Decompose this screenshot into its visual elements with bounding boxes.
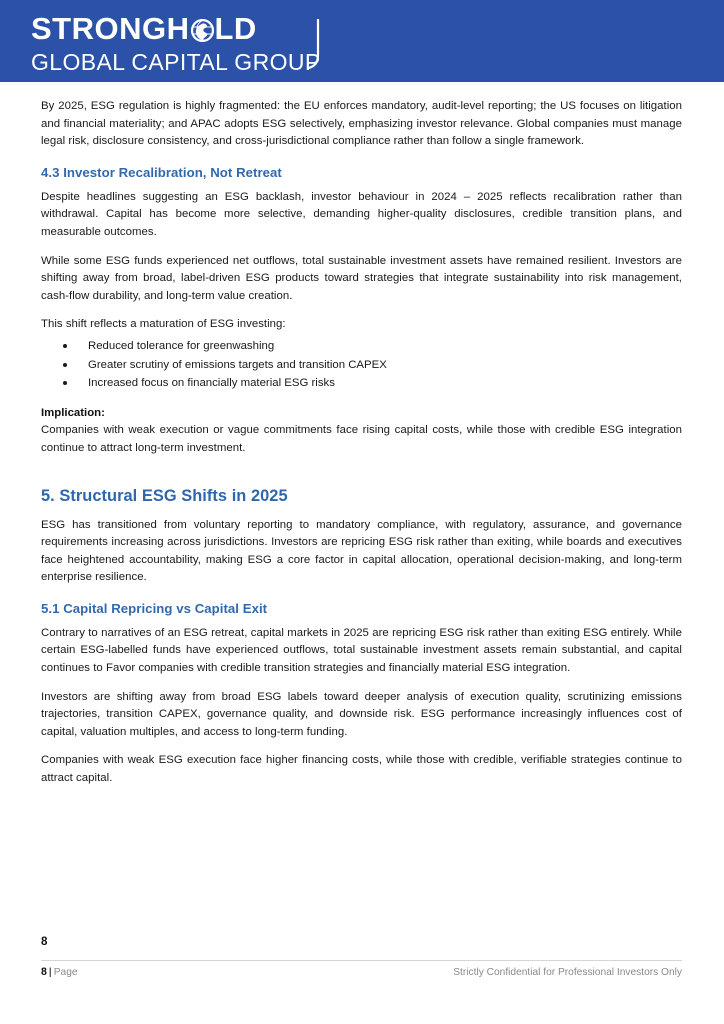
heading-section-5: 5. Structural ESG Shifts in 2025	[41, 486, 288, 505]
list-item-label: Greater scrutiny of emissions targets and transition CAPEX	[88, 358, 387, 371]
heading-4-3: 4.3 Investor Recalibration, Not Retreat	[41, 164, 282, 180]
page-footer	[41, 934, 682, 978]
content-column	[41, 98, 682, 799]
footer-row	[41, 966, 682, 978]
list-item	[41, 374, 682, 393]
logo-wordmark-row	[31, 11, 331, 47]
implication-label: Implication:	[41, 406, 105, 419]
logo-subtitle: GLOBAL CAPITAL GROUP	[31, 49, 321, 75]
intro-paragraph: By 2025, ESG regulation is highly fragmented: the EU enforces mandatory, audit-level reporting; the US focuses on litigation and financial materiality; and APAC adopts ESG selectively, emphasizing investor relevance. Global companies must manage legal risk, disclosure consistency, and cross-jurisdictional compliance rather than follow a single framework.	[41, 100, 682, 148]
bullet-dot-icon	[63, 363, 67, 367]
footer-page-label-separator: |	[48, 967, 52, 978]
footer-page-label-number: 8	[41, 966, 47, 978]
header-banner	[0, 0, 724, 82]
globe-icon	[190, 18, 215, 43]
footer-page-label-text: Page	[53, 967, 78, 978]
list-item-label: Increased focus on financially material ESG risks	[88, 377, 335, 390]
paragraph-4-3-1: Despite headlines suggesting an ESG backlash, investor behaviour in 2024 – 2025 reflects recalibration rather than withdrawal. Capital has become more selective, demanding higher-quality disclosures, credible transition plans, and measurable outcomes.	[41, 190, 682, 238]
paragraph-5-1-3: Companies with weak ESG execution face higher financing costs, while those with credible, verifiable strategies continue to attract capital.	[41, 754, 682, 785]
bullet-list-4-3	[41, 337, 682, 393]
paragraph-4-3-2: While some ESG funds experienced net outflows, total sustainable investment assets have remained resilient. Investors are shifting away from broad, label-driven ESG products toward strategies that integrate sustainability into risk management, cash-flow durability, and long-term value creation.	[41, 254, 682, 302]
paragraph-5-1: ESG has transitioned from voluntary reporting to mandatory compliance, with regulatory, assurance, and governance requirements increasing across jurisdictions. Investors are repricing ESG risk rather than exiting, while boards and executives face heightened accountability, making ESG a core factor in capital allocation, operational decision-making, and long-term enterprise resilience.	[41, 518, 682, 584]
logo-wordmark-lead: STRONGH	[31, 11, 190, 46]
logo-wordmark-tail: LD	[214, 11, 257, 46]
list-intro-4-3: This shift reflects a maturation of ESG investing:	[41, 318, 286, 331]
bullet-dot-icon	[63, 344, 67, 348]
paragraph-5-1-2: Investors are shifting away from broad ESG labels toward deeper analysis of execution quality, scrutinizing emissions trajectories, transition CAPEX, governance quality, and downside risk. ESG performance increasingly influences cost of capital, valuation multiples, and access to long-term funding.	[41, 690, 682, 738]
paragraph-5-1-1: Contrary to narratives of an ESG retreat, capital markets in 2025 are repricing ESG risk rather than exiting ESG entirely. While certain ESG-labelled funds have experienced outflows, total sustainable investment assets remain substantial, and capital continues to Favor companies with credible transition strategies and financially material ESG integration.	[41, 626, 682, 675]
list-item	[41, 356, 682, 375]
list-item-label: Reduced tolerance for greenwashing	[88, 339, 275, 352]
footer-confidentiality-notice: Strictly Confidential for Professional Investors Only	[453, 967, 682, 978]
bullet-dot-icon	[63, 381, 67, 385]
footer-page-label	[41, 966, 78, 978]
heading-5-1: 5.1 Capital Repricing vs Capital Exit	[41, 600, 268, 616]
implication-paragraph: Companies with weak execution or vague commitments face rising capital costs, while those with credible ESG integration continue to attract long-term investment.	[41, 424, 682, 454]
company-logo	[31, 11, 331, 75]
footer-divider	[41, 960, 682, 961]
footer-page-number: 8	[41, 935, 48, 948]
list-item	[41, 337, 682, 356]
document-body	[0, 82, 724, 1024]
